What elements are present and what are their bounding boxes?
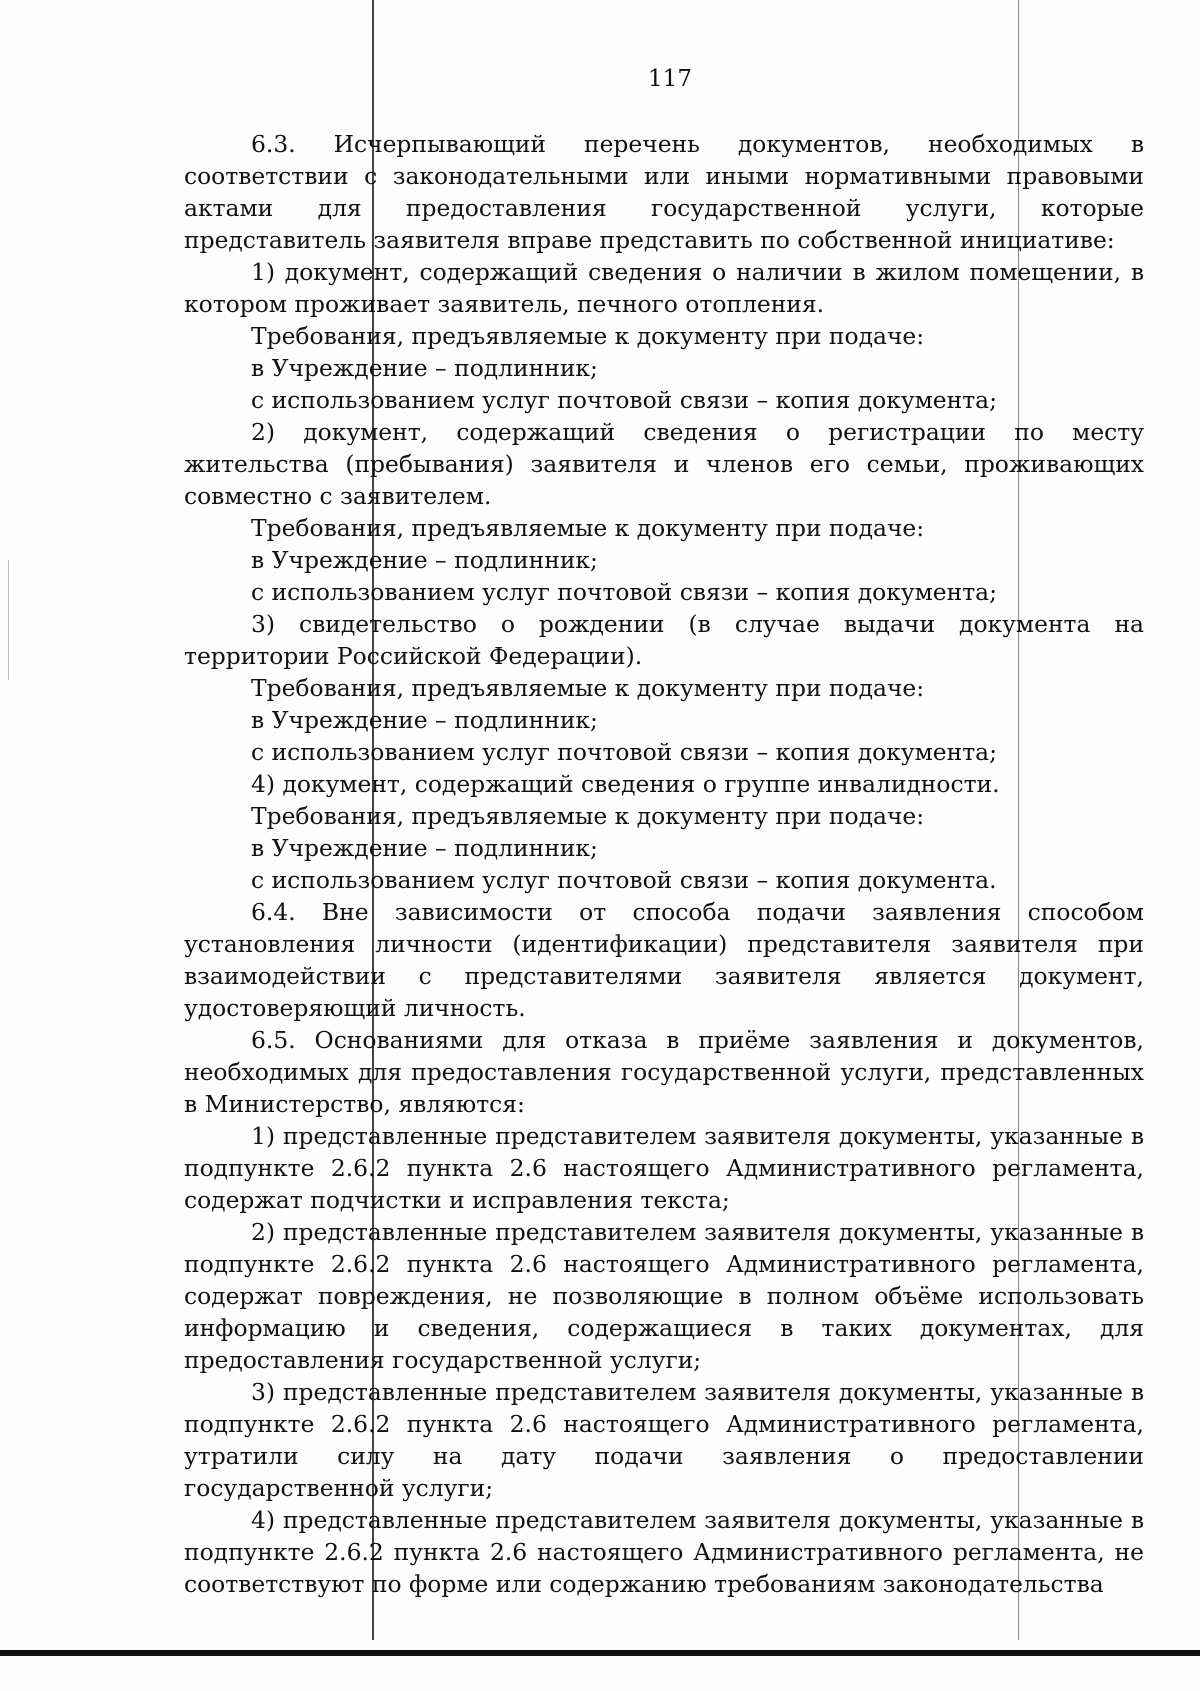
page-number: 117 (648, 66, 692, 92)
requirement-item: с использованием услуг почтовой связи – копия документа; (251, 386, 997, 414)
requirement-item: в Учреждение – подлинник; (251, 834, 598, 862)
requirement-item: в Учреждение – подлинник; (251, 706, 598, 734)
scan-bottom-edge (0, 1650, 1200, 1656)
list-item: 2) документ, содержащий сведения о регистрации по месту жительства (пребывания) заявителя и членов его семьи, проживающих совместно с заявителем. (184, 418, 1144, 510)
requirements-heading: Требования, предъявляемые к документу при подаче: (251, 322, 925, 350)
list-item: 4) представленные представителем заявителя документы, указанные в подпункте 2.6.2 пункта 2.6 настоящего Административного регламента, не соответствуют по форме или содержанию требованиям законодательства (184, 1506, 1144, 1598)
requirement-item: в Учреждение – подлинник; (251, 354, 598, 382)
list-item: 3) представленные представителем заявителя документы, указанные в подпункте 2.6.2 пункта 2.6 настоящего Административного регламента, утратили силу на дату подачи заявления о предоставлении государственной услуги; (184, 1378, 1144, 1502)
list-item: 1) представленные представителем заявителя документы, указанные в подпункте 2.6.2 пункта 2.6 настоящего Административного регламента, содержат подчистки и исправления текста; (184, 1122, 1144, 1214)
requirement-item: в Учреждение – подлинник; (251, 546, 598, 574)
document-body (184, 128, 1144, 1600)
requirement-item: с использованием услуг почтовой связи – копия документа; (251, 578, 997, 606)
list-item: 1) документ, содержащий сведения о наличии в жилом помещении, в котором проживает заявитель, печного отопления. (184, 258, 1144, 318)
requirements-heading: Требования, предъявляемые к документу при подаче: (251, 514, 925, 542)
requirements-heading: Требования, предъявляемые к документу при подаче: (251, 674, 925, 702)
requirement-item: с использованием услуг почтовой связи – копия документа; (251, 738, 997, 766)
requirement-item: с использованием услуг почтовой связи – копия документа. (251, 866, 997, 894)
list-item: 3) свидетельство о рождении (в случае выдачи документа на территории Российской Федерации). (184, 610, 1144, 670)
paragraph-6-4: 6.4. Вне зависимости от способа подачи заявления способом установления личности (идентификации) представителя заявителя при взаимодействии с представителями заявителя является документ, удостоверяющий личность. (184, 898, 1144, 1022)
paragraph-6-3: 6.3. Исчерпывающий перечень документов, необходимых в соответствии с законодательными или иными нормативными правовыми актами для предоставления государственной услуги, которые представитель заявителя вправе представить по собственной инициативе: (184, 130, 1144, 254)
paragraph-6-5: 6.5. Основаниями для отказа в приёме заявления и документов, необходимых для предоставления государственной услуги, представленных в Министерство, являются: (184, 1026, 1144, 1118)
list-item: 2) представленные представителем заявителя документы, указанные в подпункте 2.6.2 пункта 2.6 настоящего Административного регламента, содержат повреждения, не позволяющие в полном объёме использовать информацию и сведения, содержащиеся в таких документах, для предоставления государственной услуги; (184, 1218, 1144, 1374)
scan-artifact-line (8, 560, 9, 680)
list-item: 4) документ, содержащий сведения о группе инвалидности. (251, 770, 1000, 798)
requirements-heading: Требования, предъявляемые к документу при подаче: (251, 802, 925, 830)
